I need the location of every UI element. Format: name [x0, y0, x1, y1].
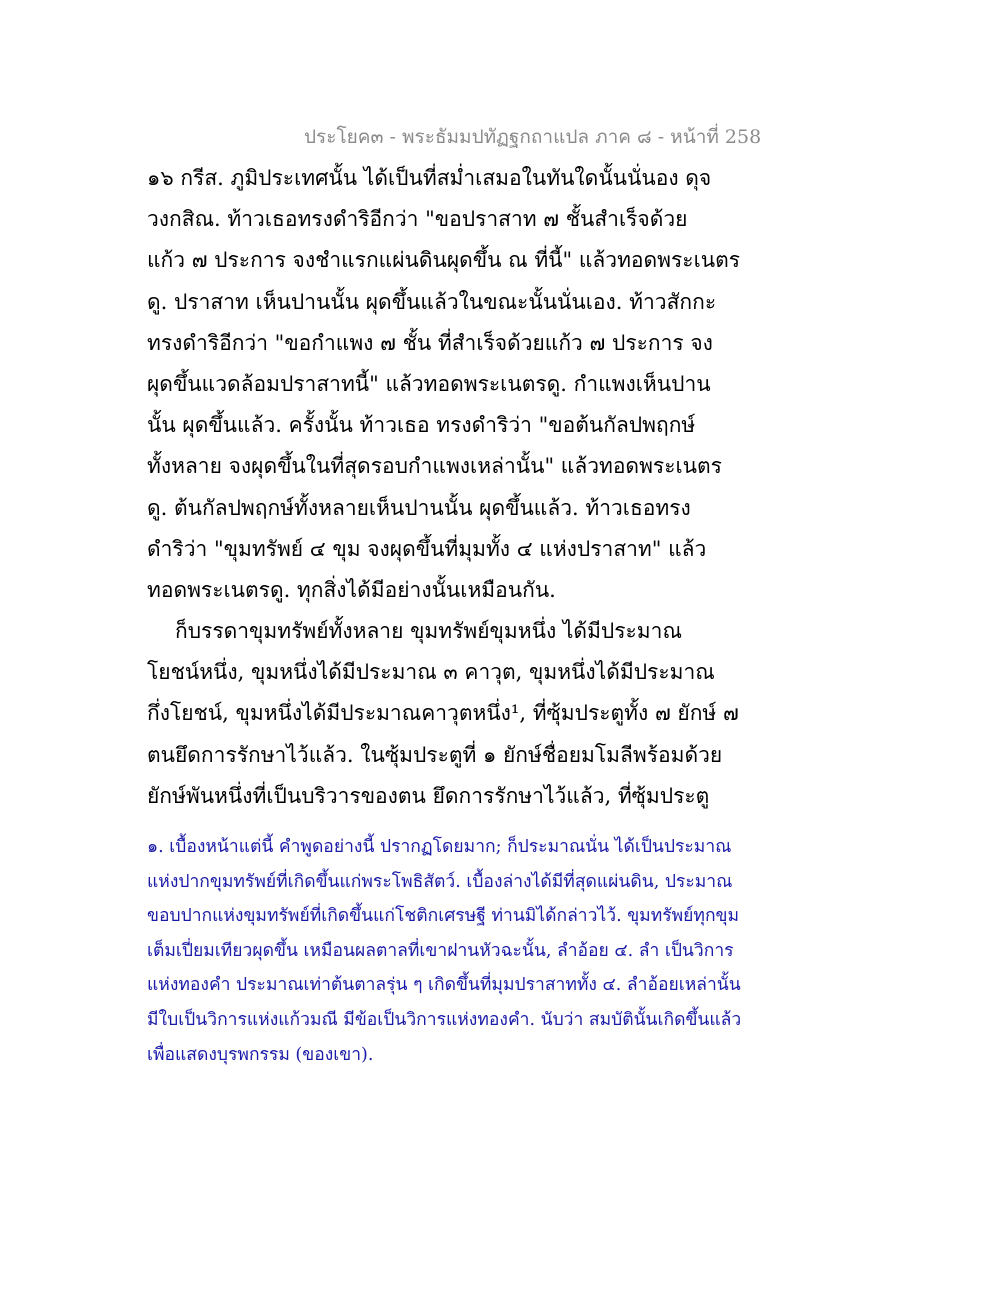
footnote-line: ๑. เบื้องหน้าแต่นี้ คำพูดอย่างนี้ ปรากฏโดยมาก; ก็ประมาณนั่น ได้เป็นประมาณ: [147, 837, 732, 857]
text-line: ผุดขึ้นแวดล้อมปราสาทนี้" แล้วทอดพระเนตรดู. กำแพงเห็นปาน: [147, 371, 711, 396]
text-line: แก้ว ๗ ประการ จงชำแรกแผ่นดินผุดขึ้น ณ ที่นี้" แล้วทอดพระเนตร: [147, 248, 741, 273]
footnote-line: ขอบปากแห่งขุมทรัพย์ที่เกิดขึ้นแก่โชติกเศรษฐี ท่านมิได้กล่าวไว้. ขุมทรัพย์ทุกขุม: [147, 906, 740, 927]
text-line: ทรงดำริอีกว่า "ขอกำแพง ๗ ชั้น ที่สำเร็จด้วยแก้ว ๗ ประการ จง: [147, 330, 713, 355]
footnote-line: เพื่อแสดงบุรพกรรม (ของเขา).: [147, 1044, 374, 1065]
text-line: ดำริว่า "ขุมทรัพย์ ๔ ขุม จงผุดขึ้นที่มุมทั้ง ๔ แห่งปราสาท" แล้ว: [147, 536, 707, 561]
footnote-line: มีใบเป็นวิการแห่งแก้วมณี มีข้อเป็นวิการแห่งทองคำ. นับว่า สมบัตินั้นเกิดขึ้นแล้ว: [147, 1009, 742, 1030]
text-line: ทอดพระเนตรดู. ทุกสิ่งได้มีอย่างนั้นเหมือนกัน.: [147, 577, 556, 602]
text-line: นั้น ผุดขึ้นแล้ว. ครั้งนั้น ท้าวเธอ ทรงดำริว่า "ขอต้นกัลปพฤกษ์: [147, 413, 696, 438]
text-line: ยักษ์พันหนึ่งที่เป็นบริวารของตน ยึดการรักษาไว้แล้ว, ที่ซุ้มประตู: [147, 783, 710, 808]
page-header: ประโยค๓ - พระธัมมปทัฏฐกถาแปล ภาค ๘ - หน้าที่ 258: [304, 126, 762, 148]
text-line: โยชน์หนึ่ง, ขุมหนึ่งได้มีประมาณ ๓ คาวุต, ขุมหนึ่งได้มีประมาณ: [147, 660, 715, 685]
footnote-line: เต็มเปี่ยมเทียวผุดขึ้น เหมือนผลตาลที่เขาฝานหัวฉะนั้น, ลำอ้อย ๔. ลำ เป็นวิการ: [147, 940, 734, 961]
text-line: ดู. ต้นกัลปพฤกษ์ทั้งหลายเห็นปานนั้น ผุดขึ้นแล้ว. ท้าวเธอทรง: [147, 495, 691, 520]
footnote-line: แห่งปากขุมทรัพย์ที่เกิดขึ้นแก่พระโพธิสัตว์. เบื้องล่างได้มีที่สุดแผ่นดิน, ประมาณ: [147, 871, 733, 892]
text-line: ทั้งหลาย จงผุดขึ้นในที่สุดรอบกำแพงเหล่านั้น" แล้วทอดพระเนตร: [147, 454, 722, 479]
text-line: ดู. ปราสาท เห็นปานนั้น ผุดขึ้นแล้วในขณะนั้นนั่นเอง. ท้าวสักกะ: [147, 289, 717, 314]
text-line: ตนยึดการรักษาไว้แล้ว. ในซุ้มประตูที่ ๑ ยักษ์ชื่อยมโมลีพร้อมด้วย: [147, 742, 723, 767]
footnote-block: [147, 830, 742, 1072]
footnote-line: แห่งทองคำ ประมาณเท่าต้นตาลรุ่น ๆ เกิดขึ้นที่มุมปราสาททั้ง ๔. ลำอ้อยเหล่านั้น: [147, 975, 741, 996]
text-line: กึ่งโยชน์, ขุมหนึ่งได้มีประมาณคาวุตหนึ่ง¹, ที่ซุ้มประตูทั้ง ๗ ยักษ์ ๗: [147, 701, 739, 726]
text-line: วงกสิณ. ท้าวเธอทรงดำริอีกว่า "ขอปราสาท ๗ ชั้นสำเร็จด้วย: [147, 207, 688, 232]
text-line: ๑๖ กรีส. ภูมิประเทศนั้น ได้เป็นที่สม่ำเสมอในทันใดนั้นนั่นอง ดุจ: [147, 166, 712, 190]
paragraph-start-line: ก็บรรดาขุมทรัพย์ทั้งหลาย ขุมทรัพย์ขุมหนึ่ง ได้มีประมาณ: [175, 619, 682, 644]
main-text: [147, 158, 741, 817]
